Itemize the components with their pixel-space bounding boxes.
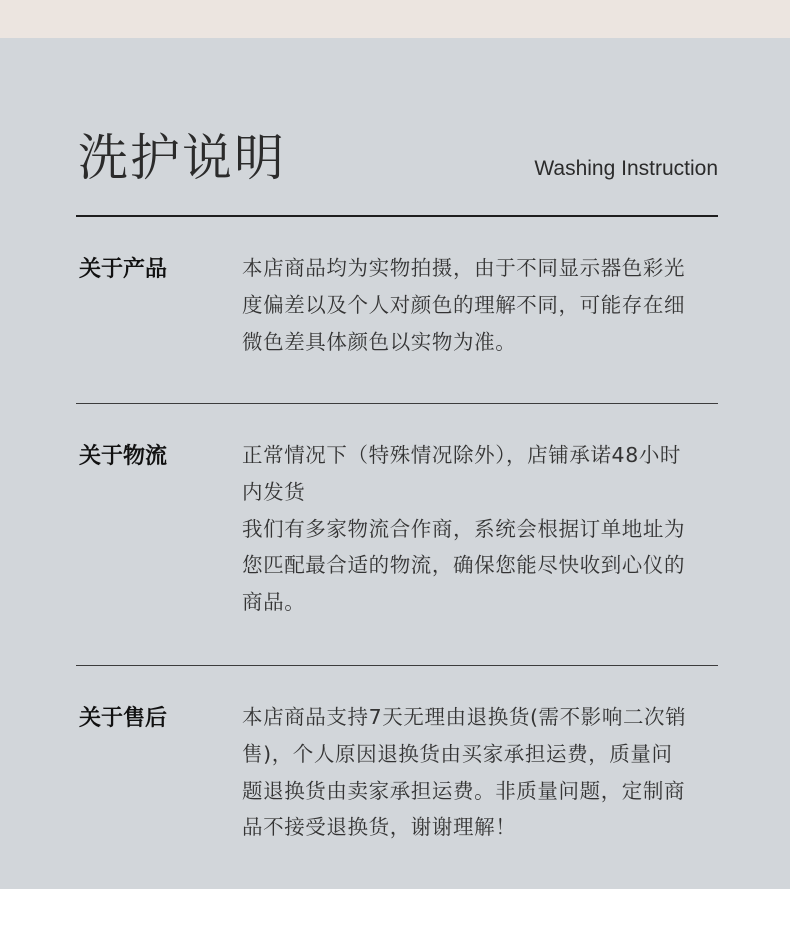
body-line: 本店商品均为实物拍摄，由于不同显示器色彩光 bbox=[242, 256, 686, 280]
body-line: 度偏差以及个人对颜色的理解不同，可能存在细 bbox=[242, 292, 686, 317]
section-divider bbox=[76, 665, 718, 666]
bottom-margin bbox=[0, 889, 790, 949]
body-line: 本店商品支持7天无理由退换货(需不影响二次销 bbox=[242, 705, 687, 729]
page-title: 洗护说明 bbox=[78, 129, 286, 187]
section-label-logistics: 关于物流 bbox=[79, 444, 168, 469]
body-line: 正常情况下（特殊情况除外），店铺承诺48小时 bbox=[242, 443, 682, 467]
page-subtitle: Washing Instruction bbox=[534, 157, 718, 180]
body-line: 售)，个人原因退换货由买家承担运费，质量问 bbox=[242, 741, 673, 766]
body-line: 商品。 bbox=[242, 590, 306, 615]
body-line: 内发货 bbox=[242, 479, 306, 504]
body-line: 您匹配最合适的物流，确保您能尽快收到心仪的 bbox=[242, 553, 686, 578]
body-line: 微色差具体颜色以实物为准。 bbox=[242, 329, 517, 354]
section-body-aftersales bbox=[242, 699, 722, 846]
section-divider bbox=[76, 403, 718, 404]
title-divider bbox=[76, 215, 718, 217]
section-label-product: 关于产品 bbox=[79, 257, 168, 282]
body-line: 我们有多家物流合作商，系统会根据订单地址为 bbox=[242, 516, 686, 541]
body-line: 题退换货由卖家承担运费。非质量问题，定制商 bbox=[242, 778, 686, 803]
body-line: 品不接受退换货，谢谢理解！ bbox=[242, 815, 517, 840]
section-body-product bbox=[242, 250, 722, 360]
section-label-aftersales: 关于售后 bbox=[79, 706, 168, 731]
top-strip bbox=[0, 0, 790, 38]
section-body-logistics bbox=[242, 437, 722, 621]
